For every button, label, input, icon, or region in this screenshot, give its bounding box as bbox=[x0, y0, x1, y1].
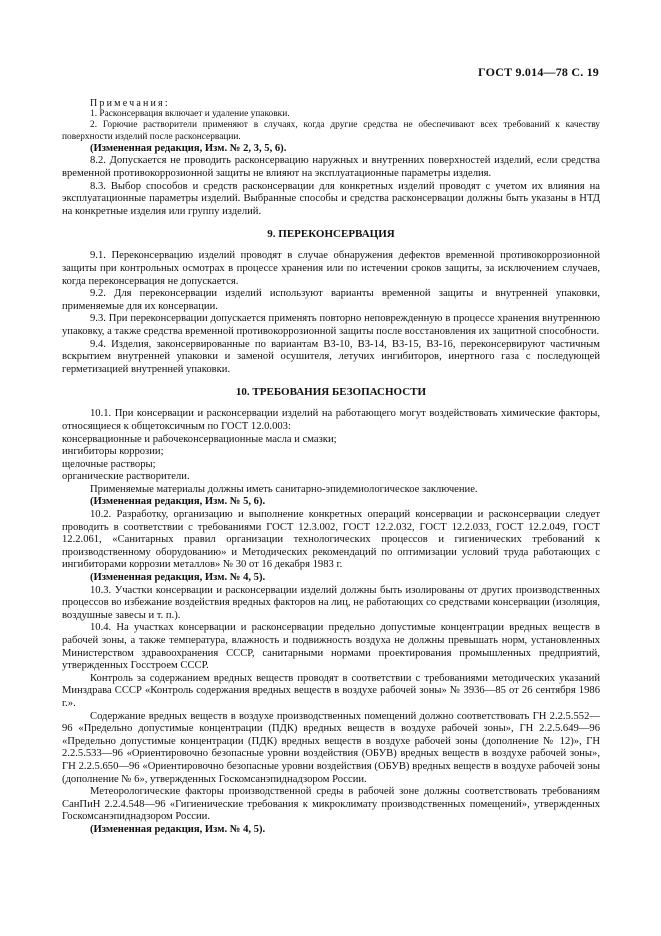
note-2: 2. Горючие растворители применяют в случаях, когда другие средства не обеспечивают всех требований к качеству поверхности изделий после расконсервации. bbox=[62, 120, 600, 142]
paragraph-9-2: 9.2. Для переконсервации изделий используют варианты временной защиты и внутренней упаковки, применяемые для их консервации. bbox=[62, 288, 600, 312]
edit-note-4: (Измененная редакция, Изм. № 4, 5). bbox=[90, 823, 266, 835]
paragraph-9-4: 9.4. Изделия, законсервированные по вариантам ВЗ-10, ВЗ-14, ВЗ-15, ВЗ-16, переконсервируют частичным вскрытием внутренней упаковки и заменой осушителя, летучих ингибиторов, инертного газа с последующей герметизацией внутренней упаковки. bbox=[62, 338, 600, 375]
notes-heading: Примечания: bbox=[90, 98, 170, 109]
paragraph-10-4: 10.4. На участках консервации и расконсервации предельно допустимые концентрации вредных веществ в рабочей зоны, а также температура, влажность и подвижность воздуха не должны превышать норм, установленных Министерством здравоохранения СССР, санитарными нормами проектирования промышленных предприятий, утвержденных Госстроем СССР. bbox=[62, 622, 600, 672]
note-1: 1. Расконсервация включает и удаление упаковки. bbox=[90, 109, 290, 120]
paragraph-10-1: 10.1. При консервации и расконсервации изделий на работающего могут воздействовать химические факторы, относящиеся к общетоксичным по ГОСТ 12.0.003: bbox=[62, 408, 600, 432]
section-10-title: 10. ТРЕБОВАНИЯ БЕЗОПАСНОСТИ bbox=[235, 386, 427, 399]
list-item: органические растворители. bbox=[62, 471, 190, 483]
document-body bbox=[62, 98, 600, 837]
paragraph-9-3: 9.3. При переконсервации допускается применять повторно неповрежденную в процессе хранения внутреннюю упаковку, а также средства временной противокоррозионной защиты после восстановления их защитной способности. bbox=[62, 313, 600, 337]
paragraph-10-4-control: Контроль за содержанием вредных веществ проводят в соответствии с требованиями методических указаний Минздрава СССР «Контроль содержания вредных веществ в воздухе рабочей зоны» № 3936—85 от 26 сентября 1986 г.». bbox=[62, 672, 600, 709]
paragraph-8-3: 8.3. Выбор способов и средств расконсервации для конкретных изделий проводят с учетом их влияния на эксплуатационные параметры изделий. Выбранные способы и средства расконсервации должны быть указаны в НТД на конкретные изделия или группу изделий. bbox=[62, 180, 600, 217]
edit-note-1: (Измененная редакция, Изм. № 2, 3, 5, 6). bbox=[90, 142, 287, 154]
list-item: ингибиторы коррозии; bbox=[62, 446, 164, 458]
list-item: консервационные и рабочеконсервационные масла и смазки; bbox=[62, 433, 337, 445]
paragraph-10-2: 10.2. Разработку, организацию и выполнение конкретных операций консервации и расконсервации следует проводить в соответствии с требованиями ГОСТ 12.3.002, ГОСТ 12.2.032, ГОСТ 12.2.033, ГОСТ 12.2.049, ГОСТ 12.2.061, «Санитарных правил организации технологических процессов и гигиенических требований к производственному оборудованию» и Методических рекомендаций по оптимизации условий труда работающих с ингибиторами коррозии металлов» № 30 от 16 декабря 1983 г. bbox=[62, 509, 600, 571]
list-item: щелочные растворы; bbox=[62, 458, 156, 470]
section-9-title: 9. ПЕРЕКОНСЕРВАЦИЯ bbox=[267, 228, 395, 241]
edit-note-2: (Измененная редакция, Изм. № 5, 6). bbox=[90, 496, 266, 508]
paragraph-8-2: 8.2. Допускается не проводить расконсервацию наружных и внутренних поверхностей изделий, если средства временной противокоррозионной защиты не влияют на эксплуатационные параметры изделия. bbox=[62, 155, 600, 179]
page-header: ГОСТ 9.014—78 С. 19 bbox=[478, 65, 599, 79]
paragraph-10-3: 10.3. Участки консервации и расконсервации изделий должны быть изолированы от других производственных процессов во избежание воздействия вредных факторов на лиц, не работающих со средствами консервации (изоляция, воздушные завесы и т. п.). bbox=[62, 584, 600, 621]
paragraph-10-4-meteo: Метеорологические факторы производственной среды в рабочей зоне должны соответствовать требованиям СанПиН 2.2.4.548—96 «Гигиенические требования к микроклимату производственных помещений», утвержденных Госкомсанэпиднадзором России. bbox=[62, 786, 600, 823]
edit-note-3: (Измененная редакция, Изм. № 4, 5). bbox=[90, 572, 266, 584]
paragraph-10-1b: Применяемые материалы должны иметь санитарно-эпидемиологическое заключение. bbox=[90, 483, 478, 495]
paragraph-9-1: 9.1. Переконсервацию изделий проводят в случае обнаружения дефектов временной противокоррозионной защиты при контрольных осмотрах в процессе хранения или по истечении сроков защиты, за исключением случаев, когда переконсервация не допускается. bbox=[62, 250, 600, 287]
paragraph-10-4-content: Содержание вредных веществ в воздухе производственных помещений должно соответствовать ГН 2.2.5.552—96 «Предельно допустимые концентрации (ПДК) вредных веществ в воздухе рабочей зоны», ГН 2.2.5.649—96 «Предельно допустимые концентрации (ПДК) вредных веществ в воздухе рабочей зоны (дополнение № 12)», ГН 2.2.5.533—96 «Ориентировочно безопасные уровни воздействия (ОБУВ) вредных веществ в воздухе рабочей зоны», ГН 2.2.5.650—96 «Ориентировочно безопасные уровни воздействия (ОБУВ) вредных веществ в воздухе рабочей зоны (дополнение № 6», утвержденных Госкомсанэпиднадзором России. bbox=[62, 710, 600, 785]
